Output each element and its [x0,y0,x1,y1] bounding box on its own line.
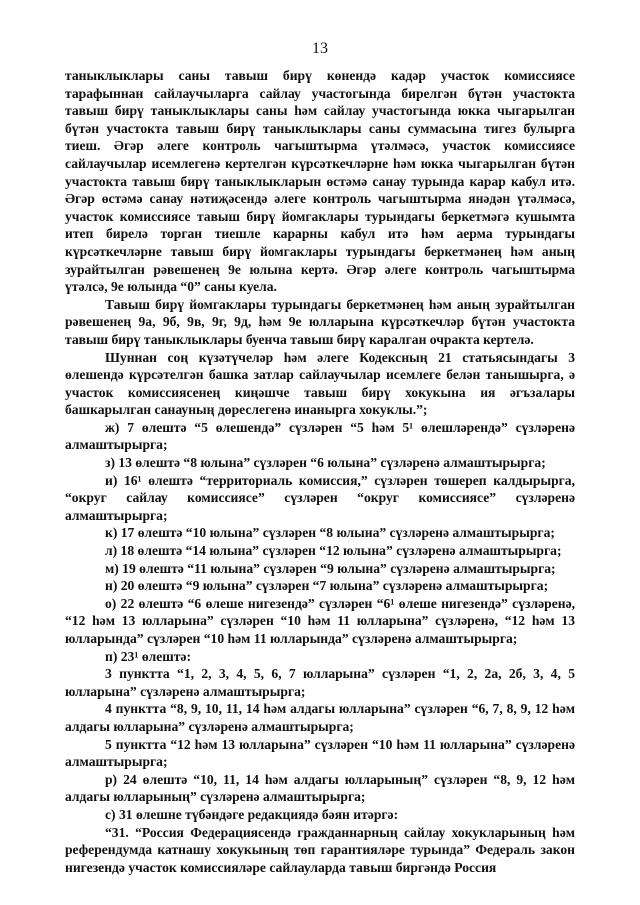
paragraph: 3 пунктта “1, 2, 3, 4, 5, 6, 7 юлларына” сүзләрен “1, 2, 2а, 2б, 3, 4, 5 юлларына” сүзләренә алмаштырырга; [65,666,575,699]
paragraph: 5 пунктта “12 һәм 13 юлларына” сүзләрен “10 һәм 11 юлларына” сүзләренә алмаштырырга; [65,736,575,770]
paragraph: и) 16¹ өлештә “территориаль комиссия,” сүзләрен төшереп калдырырга, “округ сайлау комиссиясе” сүзләрен “округ комиссиясе” сүзләренә алмаштырырга; [65,472,575,523]
paragraph: таныклыклары саны тавыш бирү көнендә кадәр участок комиссиясе тарафыннан сайлаучыларга сайлау участогында бирелгән бүтән участокта тавыш бирү таныклыклары саны һәм сайлау участогында юкка чыгарылган бүтән участокта тавыш бирү таныклыклары саны суммасына тигез булырга тиеш. Әгәр әлеге контроль чагыштырма үтәлмәсә, участок комиссиясе сайлаучылар исемлегенә кертелгән күрсәткечләрне һәм юкка чыгарылган бүтән участокта тавыш бирү таныклыкларын өстәмә санау турында карар кабул итә. Әгәр өстәмә санау нәтиҗәсендә әлеге контроль чагыштырма янәдән үтәлмәсә, участок комиссиясе тавыш бирү йомгаклары турындагы беркетмәгә кушымта итеп бирелә торган тиешле карарны кабул итә һәм аерма турындагы күрсәткечләрне тавыш бирү йомгаклары турындагы беркетмәнең һәм аның зурайтылган рәвешенең 9е юлына кертә. Әгәр әлеге контроль чагыштырма үтәлсә, 9е юлында “0” саны куела. [65,68,575,295]
paragraph: м) 19 өлештә “11 юлына” сүзләрен “9 юлына” сүзләренә алмаштырырга; [105,560,556,576]
paragraph: п) 23¹ өлештә: [105,648,191,664]
paragraph: р) 24 өлештә “10, 11, 14 һәм алдагы юлларының” сүзләрен “8, 9, 12 һәм алдагы юлларының” сүзләренә алмаштырырга; [65,771,575,805]
paragraph: з) 13 өлештә “8 юлына” сүзләрен “6 юлына” сүзләренә алмаштырырга; [105,455,546,471]
paragraph: к) 17 өлештә “10 юлына” сүзләрен “8 юлына” сүзләренә алмаштырырга; [105,525,555,541]
paragraph: с) 31 өлешне түбәндәге редакциядә бәян итәргә: [105,806,399,822]
paragraph: 4 пунктта “8, 9, 10, 11, 14 һәм алдагы юлларына” сүзләрен “6, 7, 8, 9, 12 һәм алдагы юлларына” сүзләренә алмаштырырга; [65,701,575,734]
paragraph: н) 20 өлештә “9 юлына” сүзләрен “7 юлына” сүзләренә алмаштырырга; [105,578,549,594]
paragraph: Тавыш бирү йомгаклары турындагы беркетмәнең һәм аның зурайтылган рәвешенең 9а, 9б, 9в, 9г, 9д, һәм 9е юлларына күрсәткечләр бүтән участокта тавыш бирү таныклыклары буенча тавыш бирү каралган очракта кертелә. [65,296,575,347]
page-number: 13 [312,40,328,57]
paragraph: о) 22 өлештә “6 өлеше нигезендә” сүзләрен “6¹ өлеше нигезендә” сүзләренә, “12 һәм 13 юлларына” сүзләрен “10 һәм 11 юлларына” сүзләренә, “12 һәм 13 юлларында” сүзләрен “10 һәм 11 юлларында” сүзләренә алмаштырырга; [65,595,575,646]
paragraph: л) 18 өлештә “14 юлына” сүзләрен “12 юлына” сүзләренә алмаштырырга; [105,543,562,559]
paragraph: ж) 7 өлештә “5 өлешендә” сүзләрен “5 һәм 5¹ өлешләрендә” сүзләренә алмаштырырга; [65,419,575,453]
paragraph: “31. “Россия Федерациясендә гражданнарның сайлау хокукларының һәм референдумда катнашу хокукының төп гарантияләре турында” Федераль закон нигезендә участок комиссияләре сайлауларда тавыш биргәндә Россия [65,824,575,875]
paragraph: Шуннан соң күзәтүчеләр һәм әлеге Кодексның 21 статьясындагы 3 өлешендә күрсәтелгән башка затлар сайлаучылар исемлеге белән танышырга, ә участок комиссиясенең киңәшче тавыш бирү хокукына ия әгъзалары башкарылган санауның дөреслегенә инанырга хокуклы.”; [65,349,575,418]
body-text [65,67,575,876]
